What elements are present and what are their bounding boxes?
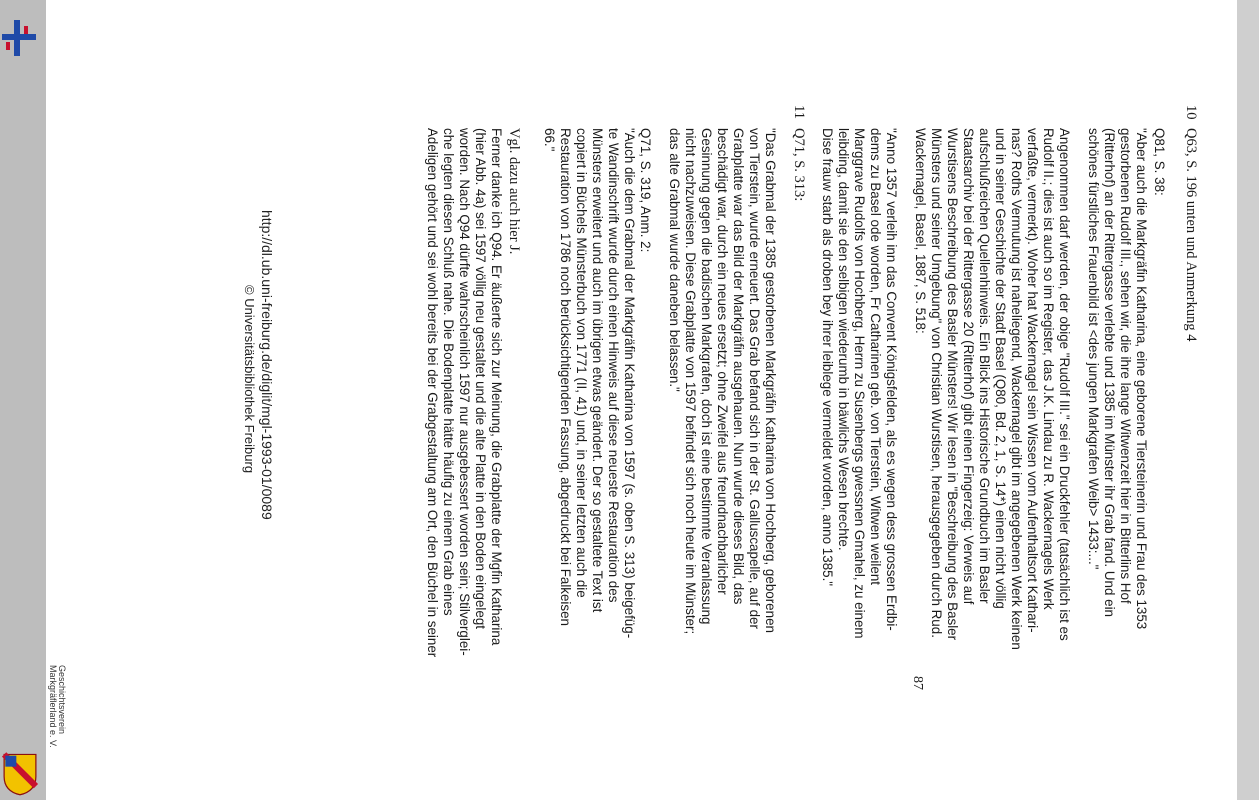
text-line: Ferner danke ich Q94. Er äußerte sich zur Meinung, die Grabplatte der Mgfin Katharina (489, 128, 504, 646)
text-line: Grabplatte war das Bild der Markgräfin ausgehauen. Nun wurde dieses Bild, das (731, 128, 746, 605)
text-line: (Ritterhof) an der Rittergasse verlebte und 1385 im Münster ihr Grab fand. Und ein (1102, 128, 1117, 618)
text-line: che legten diesen Schluß nahe. Die Bodenplatte hätte häufig zu einem Grab eines (441, 128, 456, 616)
note-11-number: 11 (791, 105, 807, 119)
university-logo-icon (0, 18, 40, 58)
text-line: nicht nachzuweisen. Diese Grabplatte von 1597 befindet sich noch heute im Münster; (683, 128, 698, 635)
note-11-reference: Q71, S. 313: (791, 128, 807, 202)
text-line: Rudolf II.; dies ist auch so im Register, das J.K. Lindau zu R. Wackernagels Werk (1041, 128, 1056, 610)
text-line: "Aber auch die Markgräfin Katharina, eine geborene Tiersteinerin und Frau des 1353 (1134, 128, 1149, 630)
text-line: Adeligen gehört und sei wohl bereits bei der Grabgestaltung am Ort, den Büchel in seiner (425, 128, 440, 658)
text-line: schönes fürstliches Frauenbild ist <des jungen Markgrafen Weib> 1433:..." (1086, 128, 1101, 570)
text-line: Münsters erweitert und auch im übrigen etwas geändert. Der so gestaltete Text ist (590, 128, 605, 613)
footer-copyright: © Universitätsbibliothek Freiburg (242, 285, 257, 474)
text-line: von Tierstein, wurde erneuert. Das Grab befand sich in der St. Galluscapelle, auf der (747, 128, 762, 629)
text-line: Dise frauw starb als droben bey ihrer leiblege vermeldet worden, anno 1385." (820, 128, 835, 587)
text-line: Staatsarchiv bei der Rittergasse 20 (Ritterhof) gibt einen Fingerzeig: Verweis auf (961, 128, 976, 605)
vgl-reference: Vgl. dazu auch hier J. (506, 128, 522, 255)
rotated-page-content (46, 0, 1237, 800)
text-line: "Das Grabmal der 1385 gestorbenen Markgräfin Katharina von Hochberg, geborenen (763, 128, 778, 633)
society-name-line1: Geschichtsverein (57, 665, 67, 735)
text-line: leibding, damit sie den selbigen wiederumb in bäwlichs Wesen brechte. (836, 128, 851, 551)
text-line: Wurstisens Beschreibung des Basler Münsters! Wir lesen in "Beschreibung des Basler (945, 128, 960, 641)
text-line: gestorbenen Rudolf III., sehen wir, die ihre lange Witwenzeit hier in Bitterlins Hof (1118, 128, 1133, 604)
text-line: verfaßte, vermerkt). Woher hat Wackernagel sein Wissen vom Aufenthaltsort Kathari- (1025, 128, 1040, 633)
society-shield-icon (0, 752, 40, 796)
document-page (46, 0, 1237, 800)
text-line: Gesinnung gegen die badischen Markgrafen, doch ist eine bestimmte Veranlassung (699, 128, 714, 625)
text-line: beschädigt war, durch ein neues ersetzt; ohne Zweifel aus freundnachbarlicher (715, 128, 730, 595)
text-line: 66." (542, 128, 557, 152)
text-line: Wackernagel, Basel, 1887, S. 518: (913, 128, 928, 334)
text-line: nas? Roths Vermutung ist naheliegend, Wackernagel gibt im angegebenen Werk keinen (1009, 128, 1024, 650)
note-10-reference: Q63, S. 196 unten und Anmerkung 4 (1183, 128, 1199, 342)
text-line: aufschlußreichen Quellenhinweis. Ein Blick ins Historische Grundbuch im Basler (977, 128, 992, 604)
text-line: te Wandinschrift wurde durch einen Hinweis auf diese neueste Restauration des (606, 128, 621, 603)
right-margin-strip (1237, 0, 1259, 800)
text-line: Angenommen darf werden, der obige "Rudolf III." sei ein Druckfehler (tatsächlich ist es (1057, 128, 1072, 641)
text-line: Marggrave Rudolfs von Hochberg, Herrn zu Susenbergs gwessnen Gmahel, zu einem (852, 128, 867, 639)
q81-heading: Q81, S. 38: (1152, 128, 1167, 196)
text-line: Münsters und seiner Umgebung" von Christian Wurstisen, herausgegeben durch Rud. (929, 128, 944, 638)
text-line: dems zu Basel ode worden, Fr Catharinen geb. von Tierstein, Witwen weilent (868, 128, 883, 585)
text-line: Restauration von 1786 noch berücksichtigenden Fassung, abgedruckt bei Falkeisen (558, 128, 573, 626)
page-number: 87 (910, 676, 925, 690)
note-10-number: 10 (1183, 105, 1199, 120)
left-margin-strip (0, 0, 46, 800)
text-line: (hier Abb. 4a) sei 1597 völlig neu gestaltet und die alte Platte in den Boden eingelegt (473, 128, 488, 630)
text-line: "Auch die dem Grabmal der Markgräfin Katharina von 1597 (s. oben S. 313) beigefüg- (622, 128, 637, 639)
text-line: das alte Grabmal wurde daneben belassen." (667, 128, 682, 392)
society-name-line2: Markgräflerland e. V. (48, 665, 58, 748)
text-line: copiert in Büchels Münsterbuch von 1771 (II, 41) und, in seiner letzten auch die (574, 128, 589, 598)
text-line: "Anno 1357 verleih inn das Convent Königsfelden, als es wegen dess grossen Erdbi- (884, 128, 899, 631)
footer-url: http://dl.ub.uni-freiburg.de/diglit/mgl-1993-01/0089 (259, 210, 275, 520)
text-line: worden. Nach Q94 dürfte wahrscheinlich 1597 nur ausgebessert worden sein; Stilverglei- (457, 128, 472, 656)
text-line: und in seiner Geschichte der Stadt Basel (Q80, Bd. 2, 1, S. 14*) einen nicht völlig (993, 128, 1008, 609)
q71-anm-heading: Q71, S. 319, Anm. 2: (638, 128, 653, 253)
